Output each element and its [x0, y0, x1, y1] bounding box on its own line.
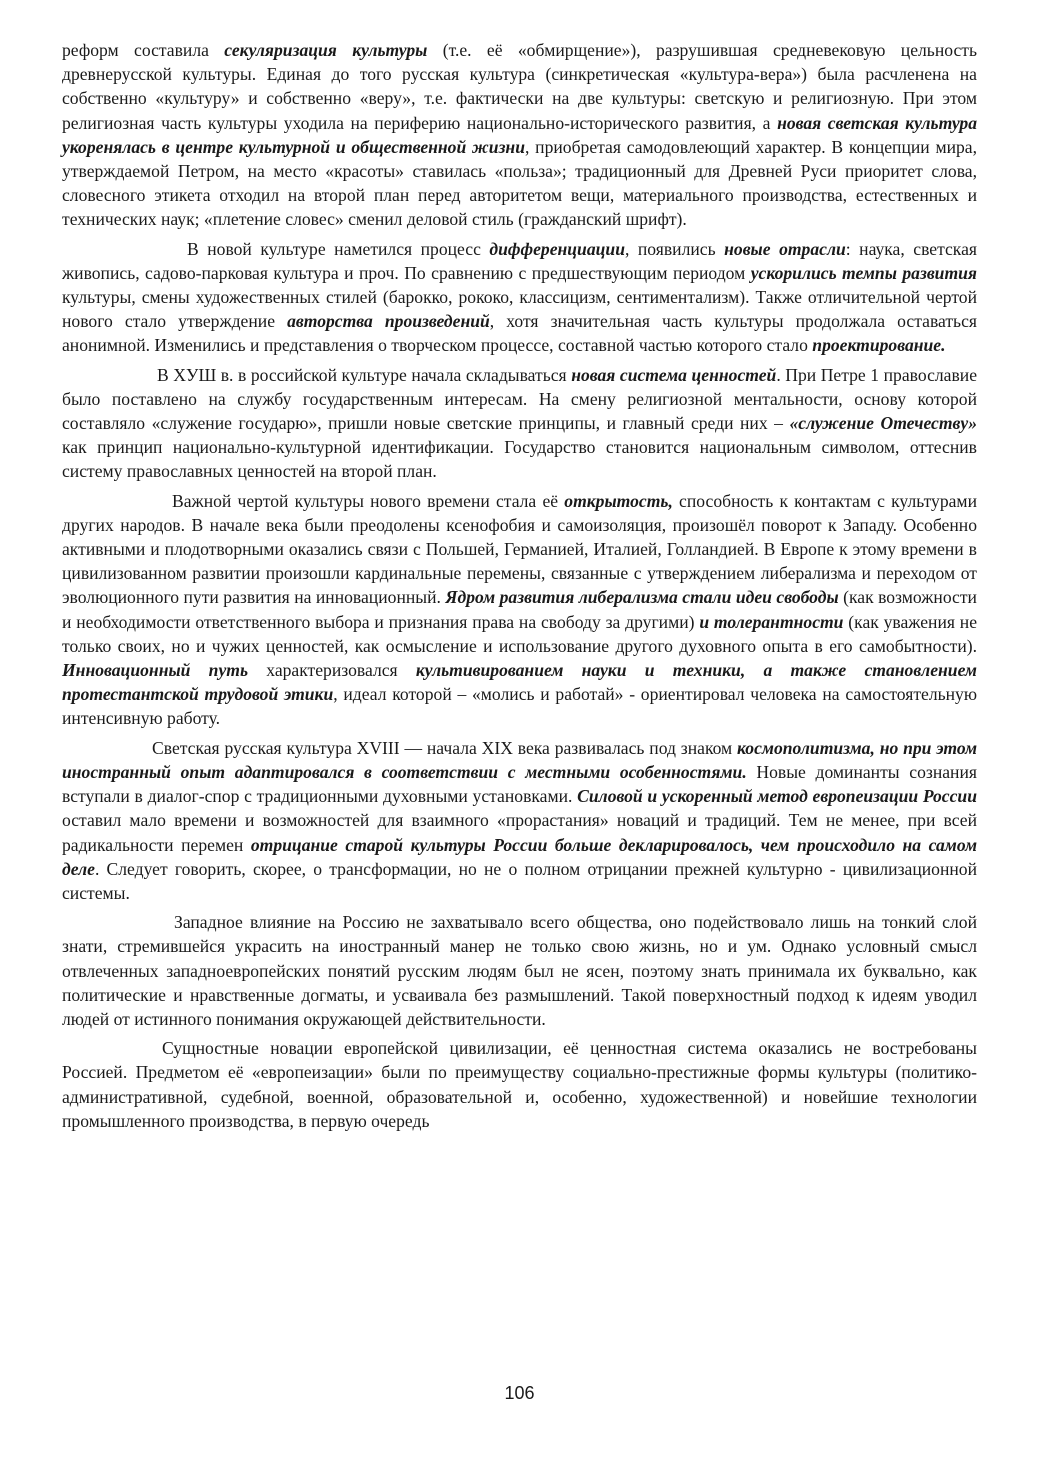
- emphasis-run: культивированием науки и техники, а также становлением протестантской трудовой этики: [62, 660, 977, 705]
- emphasis-run: открытость,: [564, 490, 673, 511]
- emphasis-run: новая светская культура укоренялась в центре культурной и общественной жизни: [62, 112, 977, 157]
- text-run: реформ составила: [62, 40, 225, 60]
- emphasis-run: новые отрасли: [724, 238, 846, 259]
- text-run: способность к контактам с культурами других народов. В начале века были преодолены ксенофобия и самоизоляция, произошёл поворот к Западу. Особенно активными и плодотворными оказались связи с Польшей, Германией, Италией, Голландией. В Европе к этому времени в цивилизованном развитии произошли кардинальные перемены, связанные с утверждением либерализма и переходом от эволюционного пути развития на инновационный.: [62, 490, 977, 608]
- emphasis-run: новая система ценностей: [571, 364, 777, 385]
- text-run: В новой культуре наметился процесс: [187, 238, 490, 259]
- emphasis-run: космополитизма, но при этом иностранный опыт адаптировался в соответствии с местными особенностями.: [62, 737, 977, 782]
- text-run: характеризовался: [248, 660, 416, 681]
- emphasis-run: ускорились темпы развития: [750, 262, 977, 283]
- page-number: 106: [504, 1383, 535, 1403]
- emphasis-run: авторства произведений: [287, 311, 490, 332]
- text-run: : наука, светская живопись, садово-парковая культура и проч. По сравнению с предшествующим периодом: [62, 238, 977, 283]
- paragraph-western-influence: [62, 910, 977, 1031]
- text-run: , появились: [625, 238, 725, 259]
- emphasis-run: дифференциации: [489, 238, 625, 259]
- emphasis-run: «служение Отечеству»: [789, 413, 977, 434]
- emphasis-run: проектирование.: [812, 335, 946, 356]
- emphasis-run: Инновационный путь: [62, 660, 249, 681]
- text-run: культуры, смены художественных стилей (барокко, рококо, классицизм, сентиментализм). Также отличительной чертой нового стало утверждение: [62, 287, 977, 332]
- emphasis-run: Ядром развития либерализма стали идеи свободы: [445, 587, 839, 608]
- paragraph-secularization: [62, 38, 977, 232]
- text-run: В ХУШ в. в российской культуре начала складываться: [157, 364, 572, 385]
- text-run: . При Петре 1 православие было поставлено на службу государственным интересам. На смену религиозной ментальности, основу которой составляло «служение государю», пришли новые светские принципы, и главный среди них –: [62, 364, 978, 434]
- text-run: оставил мало времени и возможностей для взаимного «прорастания» новаций и традиций. Тем не менее, при всей радикальности перемен: [62, 810, 977, 855]
- emphasis-run: Силовой и ускоренный метод европеизации России: [577, 786, 977, 807]
- paragraph-openness: [62, 489, 977, 731]
- text-run: Важной чертой культуры нового времени стала её: [172, 490, 565, 511]
- text-run: (как возможности и необходимости ответственного выбора и признания права на свободу за другими): [62, 587, 977, 632]
- text-run: (т.е. её «обмирщение»), разрушившая средневековую цельность древнерусской культуры. Единая до того русская культура (синкретическая «культура-вера») была расчленена на собственно «культуру» и собственно «веру», т.е. фактически на две культуры: светскую и религиозную. При этом религиозная часть культуры уходила на периферию национально-исторического развития, а: [62, 40, 977, 133]
- text-run: , хотя значительная часть культуры продолжала оставаться анонимной. Изменились и представления о творческом процессе, составной частью которого стало: [62, 311, 977, 356]
- document-body: [62, 38, 977, 1138]
- paragraph-essential-innovations: [62, 1036, 977, 1133]
- text-run: Новые доминанты сознания вступали в диалог-спор с традиционными духовными установками.: [62, 761, 977, 807]
- text-run: (как уважения не только своих, но и чужих ценностей, как осмысление и использование другого духовного опыта в его самобытности).: [62, 611, 977, 656]
- emphasis-run: секуляризация культуры: [224, 40, 428, 60]
- text-run: , приобретая самодовлеющий характер. В концепции мира, утверждаемой Петром, на место «красоты» ставилась «польза»; традиционный для Древней Руси приоритет слова, словесного этикета отходил на второй план перед авторитетом вещи, материального производства, естественных и технических наук; «плетение словес» сменил деловой стиль (гражданский шрифт).: [62, 136, 978, 230]
- text-run: , идеал которой – «молись и работай» - ориентировал человека на самостоятельную интенсивную работу.: [62, 684, 977, 729]
- emphasis-run: отрицание старой культуры России больше декларировалось, чем происходило на самом деле: [62, 834, 977, 879]
- emphasis-run: и толерантности: [699, 611, 844, 632]
- paragraph-cosmopolitanism: [62, 736, 977, 905]
- text-run: Западное влияние на Россию не захватывало всего общества, оно подействовало лишь на тонкий слой знати, стремившейся украсить на иностранный манер не только свою жизнь, но и ум. Однако условный смысл отвлеченных западноевропейских понятий русским людям был не ясен, поэтому знать принимала их буквально, как политические и нравственные догматы, и усваивала без размышлений. Такой поверхностный подход к идеям уводил людей от истинного понимания окружающей действительности.: [62, 912, 977, 1029]
- text-run: как принцип национально-культурной идентификации. Государство становится национальным символом, оттеснив систему православных ценностей на второй план.: [62, 437, 977, 482]
- text-run: Сущностные новации европейской цивилизации, её ценностная система оказались не востребованы Россией. Предметом её «европеизации» были по преимуществу социально-престижные формы культуры (политико-административной, судебной, военной, образовательной и, особенно, художественной) и новейшие технологии промышленного производства, в первую очередь: [62, 1038, 977, 1131]
- text-run: . Следует говорить, скорее, о трансформации, но не о полном отрицании прежней культурно - цивилизационной системы.: [62, 858, 977, 903]
- paragraph-value-system: [62, 363, 977, 484]
- text-run: Светская русская культура XVIII — начала XIX века развивалась под знаком: [152, 737, 738, 758]
- paragraph-differentiation: [62, 237, 977, 358]
